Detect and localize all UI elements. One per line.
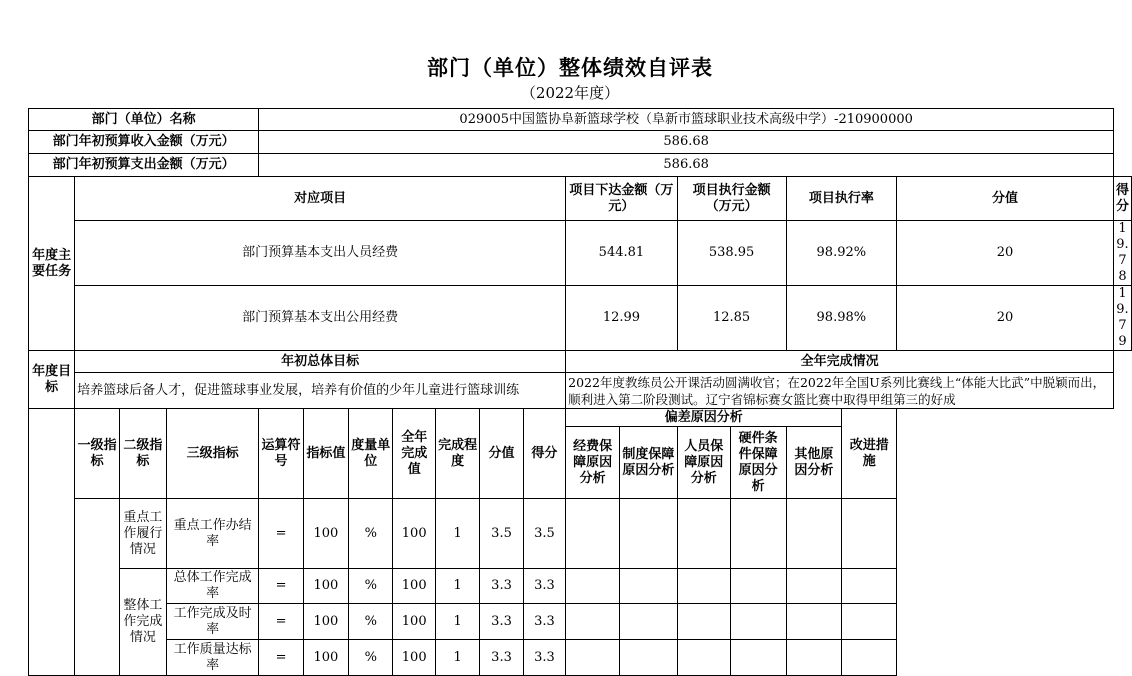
ind-header-unit: 度量单位 bbox=[349, 409, 393, 499]
task-item: 部门预算基本支出人员经费 bbox=[75, 221, 566, 286]
task-score: 19.78 bbox=[1113, 221, 1131, 286]
income-row bbox=[29, 131, 1132, 154]
goals-completion-header: 全年完成情况 bbox=[566, 351, 1114, 373]
tasks-header-item: 对应项目 bbox=[75, 177, 566, 221]
ind-header-hardware: 硬件条件保障原因分析 bbox=[730, 427, 786, 499]
ind-score: 3.3 bbox=[523, 604, 565, 640]
task-score: 19.79 bbox=[1113, 286, 1131, 351]
ind-level3: 重点工作办结率 bbox=[166, 499, 259, 569]
task-rate: 98.92% bbox=[786, 221, 897, 286]
ind-header-level2: 二级指标 bbox=[120, 409, 167, 499]
ind-target: 100 bbox=[303, 604, 348, 640]
table-row bbox=[29, 221, 1132, 286]
ind-actual: 100 bbox=[393, 640, 435, 676]
ind-header-personnel: 人员保障原因分析 bbox=[677, 427, 730, 499]
task-score-value: 20 bbox=[897, 286, 1114, 351]
ind-header-level1: 一级指标 bbox=[75, 409, 120, 499]
goals-header-row bbox=[29, 351, 1132, 373]
ind-actual: 100 bbox=[393, 604, 435, 640]
ind-header-funding: 经费保障原因分析 bbox=[566, 427, 620, 499]
ind-degree: 1 bbox=[435, 640, 479, 676]
tasks-header-row bbox=[29, 177, 1132, 221]
dept-name-row bbox=[29, 109, 1132, 131]
ind-degree: 1 bbox=[435, 569, 479, 604]
ind-operator: = bbox=[259, 640, 303, 676]
ind-header-level3: 三级指标 bbox=[166, 409, 259, 499]
ind-target: 100 bbox=[303, 640, 348, 676]
ind-header-improve: 改进措施 bbox=[842, 409, 897, 499]
goals-row-label: 年度目标 bbox=[29, 351, 75, 409]
ind-level3: 工作完成及时率 bbox=[166, 604, 259, 640]
ind-unit: % bbox=[349, 499, 393, 569]
ind-header-system: 制度保障原因分析 bbox=[620, 427, 678, 499]
ind-unit: % bbox=[349, 569, 393, 604]
expense-value: 586.68 bbox=[259, 154, 1114, 177]
ind-header-actual: 全年完成值 bbox=[393, 409, 435, 499]
ind-header-score: 得分 bbox=[523, 409, 565, 499]
table-row bbox=[29, 499, 1132, 569]
dept-name-value: 029005中国篮协阜新篮球学校（阜新市篮球职业技术高级中学）-210900000 bbox=[259, 109, 1114, 131]
performance-table bbox=[28, 108, 1132, 676]
task-executed: 538.95 bbox=[677, 221, 786, 286]
ind-unit: % bbox=[349, 640, 393, 676]
ind-level2: 整体工作完成情况 bbox=[120, 569, 167, 676]
expense-row bbox=[29, 154, 1132, 177]
ind-score-value: 3.3 bbox=[480, 569, 523, 604]
goals-text-row bbox=[29, 373, 1132, 409]
page-title: 部门（单位）整体绩效自评表 bbox=[427, 56, 713, 80]
ind-target: 100 bbox=[303, 499, 348, 569]
ind-level3: 总体工作完成率 bbox=[166, 569, 259, 604]
table-row bbox=[29, 286, 1132, 351]
income-value: 586.68 bbox=[259, 131, 1114, 154]
task-item: 部门预算基本支出公用经费 bbox=[75, 286, 566, 351]
ind-degree: 1 bbox=[435, 499, 479, 569]
expense-label: 部门年初预算支出金额（万元） bbox=[29, 154, 259, 177]
goals-initial-header: 年初总体目标 bbox=[75, 351, 566, 373]
ind-level1-blank bbox=[75, 499, 120, 676]
goals-initial-text: 培养篮球后备人才，促进篮球事业发展，培养有价值的少年儿童进行篮球训练 bbox=[75, 373, 566, 409]
ind-header-deviation: 偏差原因分析 bbox=[566, 409, 842, 427]
ind-score: 3.5 bbox=[523, 499, 565, 569]
task-rate: 98.98% bbox=[786, 286, 897, 351]
task-issued: 544.81 bbox=[566, 221, 678, 286]
table-row bbox=[29, 640, 1132, 676]
ind-score: 3.3 bbox=[523, 569, 565, 604]
indicators-header-row bbox=[29, 409, 1132, 427]
page-subtitle: （2022年度） bbox=[520, 84, 620, 102]
ind-score-value: 3.5 bbox=[480, 499, 523, 569]
task-score-value: 20 bbox=[897, 221, 1114, 286]
ind-unit: % bbox=[349, 604, 393, 640]
ind-actual: 100 bbox=[393, 499, 435, 569]
ind-header-target: 指标值 bbox=[303, 409, 348, 499]
indicators-side-blank bbox=[29, 409, 75, 676]
task-issued: 12.99 bbox=[566, 286, 678, 351]
tasks-row-label: 年度主要任务 bbox=[29, 177, 75, 351]
ind-level2: 重点工作履行情况 bbox=[120, 499, 167, 569]
ind-score-value: 3.3 bbox=[480, 640, 523, 676]
ind-actual: 100 bbox=[393, 569, 435, 604]
ind-level3: 工作质量达标率 bbox=[166, 640, 259, 676]
ind-header-other: 其他原因分析 bbox=[786, 427, 842, 499]
ind-degree: 1 bbox=[435, 604, 479, 640]
task-executed: 12.85 bbox=[677, 286, 786, 351]
tasks-header-issued: 项目下达金额（万元） bbox=[566, 177, 678, 221]
ind-score: 3.3 bbox=[523, 640, 565, 676]
tasks-header-score: 得分 bbox=[1113, 177, 1131, 221]
ind-header-operator: 运算符号 bbox=[259, 409, 303, 499]
ind-operator: = bbox=[259, 499, 303, 569]
tasks-header-score-value: 分值 bbox=[897, 177, 1114, 221]
ind-score-value: 3.3 bbox=[480, 604, 523, 640]
dept-name-label: 部门（单位）名称 bbox=[29, 109, 259, 131]
tasks-header-rate: 项目执行率 bbox=[786, 177, 897, 221]
ind-target: 100 bbox=[303, 569, 348, 604]
tasks-header-executed: 项目执行金额（万元） bbox=[677, 177, 786, 221]
ind-header-degree: 完成程度 bbox=[435, 409, 479, 499]
goals-completion-text: 2022年度教练员公开课活动圆满收官；在2022年全国U系列比赛线上“体能大比武”中脱颖而出，顺利进入第二阶段测试。辽宁省锦标赛女篮比赛中取得甲组第三的好成 bbox=[566, 373, 1114, 409]
table-row bbox=[29, 569, 1132, 604]
ind-operator: = bbox=[259, 569, 303, 604]
table-row bbox=[29, 604, 1132, 640]
ind-operator: = bbox=[259, 604, 303, 640]
ind-header-score-value: 分值 bbox=[480, 409, 523, 499]
income-label: 部门年初预算收入金额（万元） bbox=[29, 131, 259, 154]
